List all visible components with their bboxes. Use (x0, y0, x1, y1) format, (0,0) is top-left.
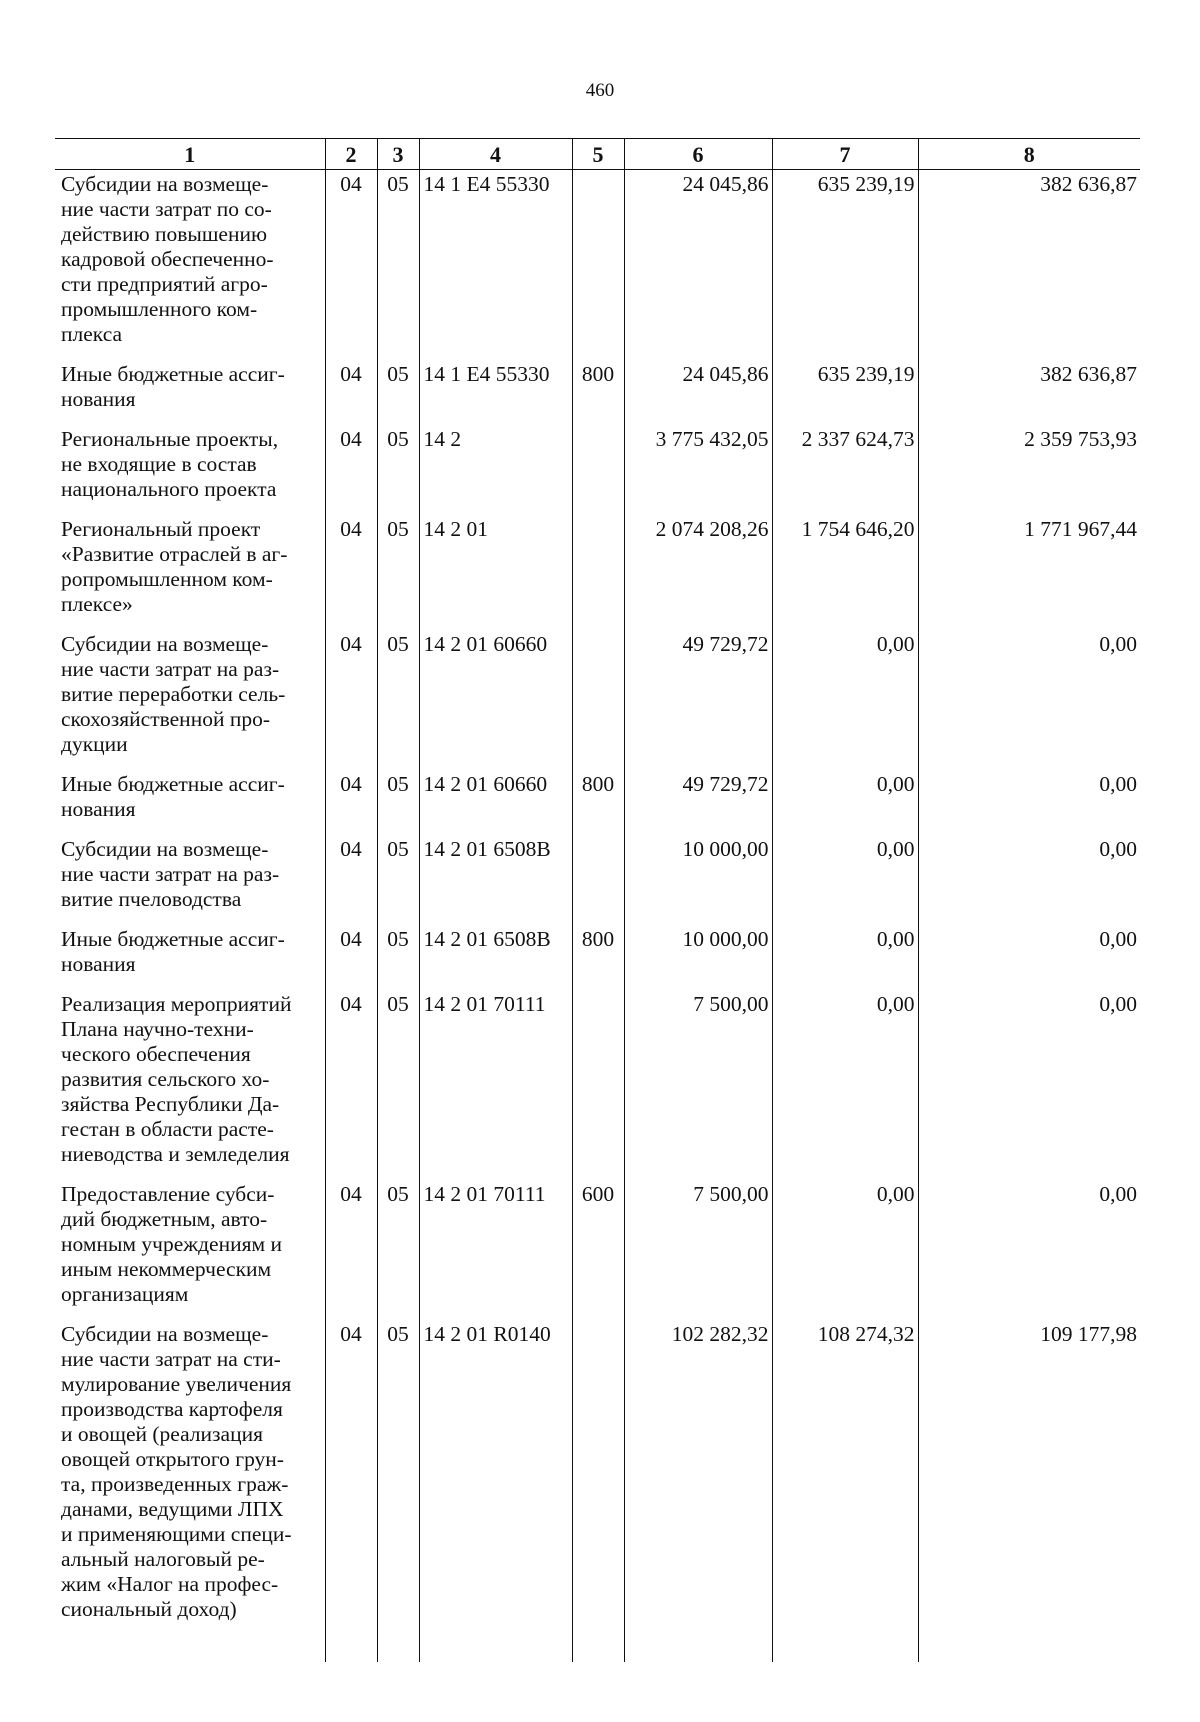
row-amount-col7: 108 274,32 (772, 1320, 918, 1662)
table-row (55, 835, 1140, 925)
row-target-code: 14 2 01 R0140 (419, 1320, 572, 1662)
row-section: 04 (325, 1320, 377, 1662)
row-expense-type (572, 630, 624, 770)
table-row (55, 1320, 1140, 1662)
row-amount-col7: 635 239,19 (772, 170, 918, 361)
budget-table (55, 138, 1140, 1662)
row-subsection: 05 (377, 170, 419, 361)
row-subsection: 05 (377, 630, 419, 770)
table-row (55, 630, 1140, 770)
row-expense-type (572, 425, 624, 515)
table-row (55, 925, 1140, 990)
row-amount-col6: 7 500,00 (624, 990, 772, 1180)
row-name: Субсидии на возмеще- ние части затрат на раз- витие переработки сель- скохозяйственной про- дукции (61, 632, 286, 756)
row-expense-type: 800 (572, 360, 624, 425)
row-section: 04 (325, 925, 377, 990)
header-col-6: 6 (624, 139, 772, 170)
header-col-4: 4 (419, 139, 572, 170)
row-amount-col6: 24 045,86 (624, 170, 772, 361)
table-row (55, 990, 1140, 1180)
row-name: Иные бюджетные ассиг- нования (61, 772, 285, 821)
row-name: Региональные проекты, не входящие в состав национального проекта (61, 427, 279, 501)
row-section: 04 (325, 170, 377, 361)
row-name: Субсидии на возмеще- ние части затрат по со- действию повышению кадровой обеспеченно- сти предприятий агро- промышленного ком- плекса (61, 172, 274, 346)
row-expense-type (572, 1320, 624, 1662)
row-target-code: 14 2 01 (419, 515, 572, 630)
row-name: Предоставление субси- дий бюджетным, авто- номным учреждениям и иным некоммерческим организациям (61, 1182, 282, 1306)
row-target-code: 14 2 01 70111 (419, 990, 572, 1180)
row-section: 04 (325, 425, 377, 515)
row-expense-type (572, 515, 624, 630)
row-section: 04 (325, 770, 377, 835)
row-amount-col8: 0,00 (918, 990, 1140, 1180)
row-target-code: 14 1 E4 55330 (419, 360, 572, 425)
table-row (55, 425, 1140, 515)
row-name: Субсидии на возмеще- ние части затрат на раз- витие пчеловодства (61, 837, 280, 911)
row-subsection: 05 (377, 515, 419, 630)
row-amount-col7: 0,00 (772, 770, 918, 835)
table-row (55, 360, 1140, 425)
header-col-5: 5 (572, 139, 624, 170)
row-amount-col8: 382 636,87 (918, 360, 1140, 425)
row-amount-col8: 0,00 (918, 835, 1140, 925)
table-row (55, 170, 1140, 361)
row-name: Иные бюджетные ассиг- нования (61, 362, 285, 411)
row-amount-col6: 24 045,86 (624, 360, 772, 425)
row-subsection: 05 (377, 925, 419, 990)
row-amount-col6: 2 074 208,26 (624, 515, 772, 630)
header-col-1: 1 (55, 139, 325, 170)
row-amount-col8: 109 177,98 (918, 1320, 1140, 1662)
row-expense-type: 600 (572, 1180, 624, 1320)
row-amount-col7: 0,00 (772, 630, 918, 770)
row-target-code: 14 2 01 6508B (419, 925, 572, 990)
row-subsection: 05 (377, 1320, 419, 1662)
row-amount-col7: 635 239,19 (772, 360, 918, 425)
row-subsection: 05 (377, 990, 419, 1180)
table-row (55, 1180, 1140, 1320)
row-amount-col6: 10 000,00 (624, 925, 772, 990)
row-section: 04 (325, 1180, 377, 1320)
row-amount-col8: 0,00 (918, 925, 1140, 990)
row-subsection: 05 (377, 360, 419, 425)
row-subsection: 05 (377, 770, 419, 835)
row-section: 04 (325, 515, 377, 630)
row-amount-col6: 10 000,00 (624, 835, 772, 925)
table-header-row (55, 139, 1140, 170)
row-expense-type (572, 835, 624, 925)
row-section: 04 (325, 630, 377, 770)
row-amount-col6: 49 729,72 (624, 630, 772, 770)
row-amount-col8: 1 771 967,44 (918, 515, 1140, 630)
row-target-code: 14 2 01 70111 (419, 1180, 572, 1320)
page-number: 460 (585, 80, 615, 101)
header-col-2: 2 (325, 139, 377, 170)
row-subsection: 05 (377, 425, 419, 515)
row-name: Региональный проект «Развитие отраслей в аг- ропромышленном ком- плексе» (61, 517, 288, 616)
table-row (55, 770, 1140, 835)
header-col-8: 8 (918, 139, 1140, 170)
row-section: 04 (325, 990, 377, 1180)
row-expense-type (572, 990, 624, 1180)
row-target-code: 14 2 01 60660 (419, 770, 572, 835)
table-body (55, 170, 1140, 1663)
row-amount-col6: 102 282,32 (624, 1320, 772, 1662)
row-name: Иные бюджетные ассиг- нования (61, 927, 285, 976)
row-amount-col6: 7 500,00 (624, 1180, 772, 1320)
row-amount-col8: 0,00 (918, 630, 1140, 770)
row-target-code: 14 1 E4 55330 (419, 170, 572, 361)
row-expense-type: 800 (572, 925, 624, 990)
row-amount-col8: 0,00 (918, 1180, 1140, 1320)
row-amount-col7: 1 754 646,20 (772, 515, 918, 630)
row-amount-col7: 0,00 (772, 925, 918, 990)
row-target-code: 14 2 (419, 425, 572, 515)
row-subsection: 05 (377, 1180, 419, 1320)
row-amount-col6: 49 729,72 (624, 770, 772, 835)
row-subsection: 05 (377, 835, 419, 925)
row-amount-col7: 2 337 624,73 (772, 425, 918, 515)
row-expense-type: 800 (572, 770, 624, 835)
table-row (55, 515, 1140, 630)
row-amount-col7: 0,00 (772, 1180, 918, 1320)
row-amount-col8: 0,00 (918, 770, 1140, 835)
row-name: Субсидии на возмеще- ние части затрат на сти- мулирование увеличения производства картофеля и овощей (реализация овощей открытого грун- та, произведенных граж- данами, ведущими ЛПХ и применяющими специ- альный налоговый ре- жим «Налог на профес- сиональный доход) (61, 1322, 292, 1621)
row-amount-col6: 3 775 432,05 (624, 425, 772, 515)
row-section: 04 (325, 835, 377, 925)
header-col-7: 7 (772, 139, 918, 170)
row-amount-col7: 0,00 (772, 835, 918, 925)
row-target-code: 14 2 01 60660 (419, 630, 572, 770)
row-amount-col8: 382 636,87 (918, 170, 1140, 361)
row-amount-col7: 0,00 (772, 990, 918, 1180)
row-expense-type (572, 170, 624, 361)
header-col-3: 3 (377, 139, 419, 170)
row-section: 04 (325, 360, 377, 425)
row-name: Реализация мероприятий Плана научно-техни- ческого обеспечения развития сельского хо- зяйства Республики Да- гестан в области расте- ниеводства и земледелия (61, 992, 292, 1166)
row-amount-col8: 2 359 753,93 (918, 425, 1140, 515)
row-target-code: 14 2 01 6508B (419, 835, 572, 925)
